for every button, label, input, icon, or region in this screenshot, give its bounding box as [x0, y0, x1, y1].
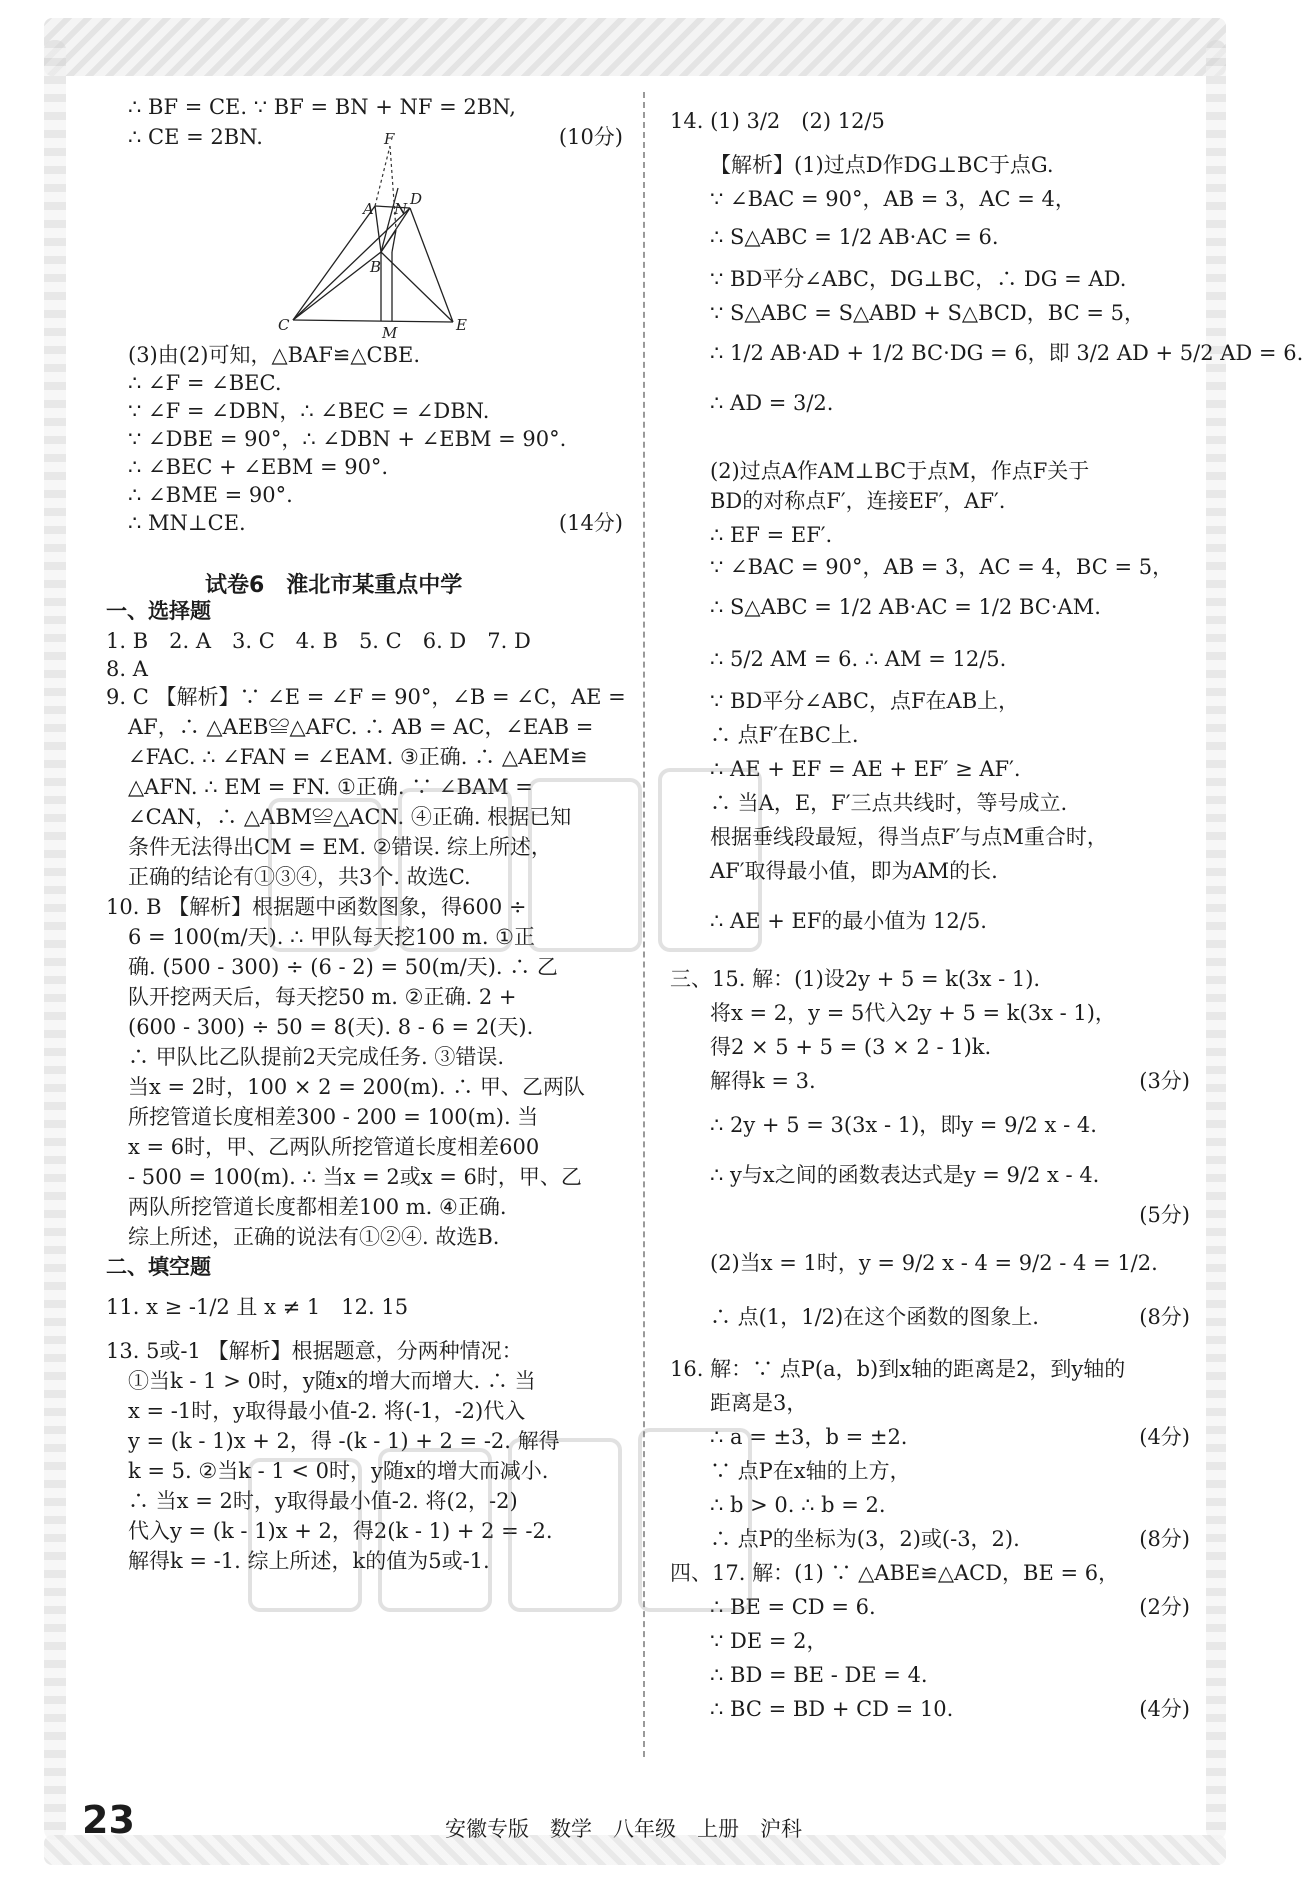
- point-label-A: A: [363, 200, 374, 218]
- q15-line: ∴ y与x之间的函数表达式是y = 9/2 x - 4.: [710, 1163, 1100, 1187]
- q13-line: y = (k - 1)x + 2，得 -(k - 1) + 2 = -2. 解得: [128, 1429, 560, 1453]
- score-label: (8分): [1139, 1305, 1190, 1329]
- q10-line: 队开挖两天后，每天挖50 m. ②正确. 2 +: [128, 985, 517, 1009]
- score-label: (4分): [1139, 1697, 1190, 1721]
- score-label: (10分): [558, 125, 623, 149]
- page-number: 23: [82, 1798, 135, 1842]
- score-label: (3分): [1139, 1069, 1190, 1093]
- q10-line: - 500 = 100(m). ∴ 当x = 2或x = 6时，甲、乙: [128, 1165, 582, 1189]
- q13-line: ∴ 当x = 2时，y取得最小值-2. 将(2，-2): [128, 1489, 518, 1513]
- footer-text: 安徽专版 数学 八年级 上册 沪科: [445, 1817, 802, 1841]
- q14-line: ∴ S△ABC = 1/2 AB·AC = 6.: [710, 225, 999, 249]
- score-label: (2分): [1139, 1595, 1190, 1619]
- q14-line: ∴ 当A，E，F′三点共线时，等号成立.: [710, 791, 1068, 815]
- watermark-graphic: [230, 1420, 770, 1650]
- q14-line: ∴ AE + EF = AE + EF′ ≥ AF′.: [710, 757, 1021, 781]
- text-line: ∴ CE = 2BN.: [128, 125, 263, 149]
- q17-line: ∴ BE = CD = 6.: [710, 1595, 876, 1619]
- q16-line: ∴ b > 0. ∴ b = 2.: [710, 1493, 886, 1517]
- q10-line: (600 - 300) ÷ 50 = 8(天). 8 - 6 = 2(天).: [128, 1015, 534, 1039]
- watermark-graphic: [250, 760, 770, 990]
- q9-line: ∠FAC. ∴ ∠FAN = ∠EAM. ③正确. ∴ △AEM≌: [128, 745, 588, 769]
- q14-line: ∵ ∠BAC = 90°，AB = 3，AC = 4，BC = 5，: [710, 555, 1174, 579]
- q14-line: ∵ BD平分∠ABC，点F在AB上，: [710, 689, 1020, 713]
- text-line: ∴ ∠BME = 90°.: [128, 483, 293, 507]
- q14-answer: 14. (1) 3/2 (2) 12/5: [670, 109, 885, 133]
- q10-line: 10. B 【解析】根据题中函数图象，得600 ÷: [106, 895, 527, 919]
- q14-line: 根据垂线段最短，得当点F′与点M重合时，: [710, 825, 1108, 849]
- q9-line: △AFN. ∴ EM = FN. ①正确. ∵ ∠BAM =: [128, 775, 533, 799]
- q16-line: 16. 解：∵ 点P(a，b)到x轴的距离是2，到y轴的: [670, 1357, 1126, 1381]
- q10-line: 两队所挖管道长度都相差100 m. ④正确.: [128, 1195, 507, 1219]
- q14-line: ∵ BD平分∠ABC，DG⊥BC，∴ DG = AD.: [710, 267, 1127, 291]
- q16-line: 距离是3，: [710, 1391, 808, 1415]
- section-title: 一、选择题: [106, 599, 211, 623]
- q15-line: ∴ 2y + 5 = 3(3x - 1)，即y = 9/2 x - 4.: [710, 1113, 1097, 1137]
- score-label: (8分): [1139, 1527, 1190, 1551]
- q14-line: ∵ ∠BAC = 90°，AB = 3，AC = 4，: [710, 187, 1076, 211]
- score-label: (4分): [1139, 1425, 1190, 1449]
- q13-line: 13. 5或-1 【解析】根据题意，分两种情况：: [106, 1339, 523, 1363]
- q10-line: 6 = 100(m/天). ∴ 甲队每天挖100 m. ①正: [128, 925, 535, 949]
- text-line: ∴ MN⊥CE.: [128, 511, 246, 535]
- q13-line: ①当k - 1 > 0时，y随x的增大而增大. ∴ 当: [128, 1369, 536, 1393]
- fill-answers: 11. x ≥ -1/2 且 x ≠ 1 12. 15: [106, 1295, 409, 1319]
- q16-line: ∵ 点P在x轴的上方，: [710, 1459, 911, 1483]
- q15-line: 解得k = 3.: [710, 1069, 816, 1093]
- q16-line: ∴ 点P的坐标为(3，2)或(-3，2).: [710, 1527, 1020, 1551]
- q14-line: ∴ 点F′在BC上.: [710, 723, 859, 747]
- choice-answers: 8. A: [106, 657, 148, 681]
- q14-line: (2)过点A作AM⊥BC于点M，作点F关于: [710, 459, 1090, 483]
- q9-line: AF，∴ △AEB≌△AFC. ∴ AB = AC，∠EAB =: [128, 715, 594, 739]
- q10-line: ∴ 甲队比乙队提前2天完成任务. ③错误.: [128, 1045, 505, 1069]
- q14-line: ∴ AE + EF的最小值为 12/5.: [710, 909, 987, 933]
- text-line: ∵ ∠DBE = 90°，∴ ∠DBN + ∠EBM = 90°.: [128, 427, 567, 451]
- text-line: (3)由(2)可知，△BAF≌△CBE.: [128, 343, 421, 367]
- q10-line: 确. (500 - 300) ÷ (6 - 2) = 50(m/天). ∴ 乙: [128, 955, 558, 979]
- q14-line: ∵ S△ABC = S△ABD + S△BCD，BC = 5，: [710, 301, 1145, 325]
- page-border-right: [1206, 40, 1226, 1840]
- q14-line: BD的对称点F′，连接EF′，AF′.: [710, 489, 1006, 513]
- q17-line: 四、17. 解：(1) ∵ △ABE≌△ACD，BE = 6，: [670, 1561, 1120, 1585]
- score-label: (5分): [1139, 1203, 1190, 1227]
- choice-answers: 1. B 2. A 3. C 4. B 5. C 6. D 7. D: [106, 629, 531, 653]
- text-line: ∵ ∠F = ∠DBN，∴ ∠BEC = ∠DBN.: [128, 399, 490, 423]
- q14-line: ∴ 1/2 AB·AD + 1/2 BC·DG = 6，即 3/2 AD + 5/2 AD = 6.: [710, 341, 1303, 365]
- q13-line: x = -1时，y取得最小值-2. 将(-1，-2)代入: [128, 1399, 526, 1423]
- q13-line: 解得k = -1. 综上所述，k的值为5或-1.: [128, 1549, 490, 1573]
- q16-line: ∴ a = ±3，b = ±2.: [710, 1425, 908, 1449]
- score-label: (14分): [558, 511, 623, 535]
- section-title: 二、填空题: [106, 1255, 211, 1279]
- geometry-figure: [258, 130, 508, 342]
- page-border-left: [44, 40, 66, 1840]
- q15-line: 将x = 2，y = 5代入2y + 5 = k(3x - 1)，: [710, 1001, 1116, 1025]
- q10-line: 综上所述，正确的说法有①②④. 故选B.: [128, 1225, 500, 1249]
- q10-line: 所挖管道长度相差300 - 200 = 100(m). 当: [128, 1105, 539, 1129]
- q15-line: 得2 × 5 + 5 = (3 × 2 - 1)k.: [710, 1035, 992, 1059]
- q13-line: 代入y = (k - 1)x + 2，得2(k - 1) + 2 = -2.: [128, 1519, 553, 1543]
- point-label-N: N: [394, 200, 408, 218]
- q14-line: ∴ AD = 3/2.: [710, 391, 834, 415]
- q14-line: ∴ S△ABC = 1/2 AB·AC = 1/2 BC·AM.: [710, 595, 1101, 619]
- q15-line: ∴ 点(1，1/2)在这个函数的图象上.: [710, 1305, 1039, 1329]
- q9-line: 条件无法得出CM = EM. ②错误. 综上所述，: [128, 835, 552, 859]
- point-label-B: B: [370, 258, 382, 276]
- point-label-C: C: [278, 316, 290, 334]
- q9-line: ∠CAN，∴ △ABM≌△ACN. ④正确. 根据已知: [128, 805, 572, 829]
- point-label-D: D: [410, 190, 423, 208]
- point-label-F: F: [384, 130, 395, 148]
- text-line: ∴ ∠F = ∠BEC.: [128, 371, 282, 395]
- q15-line: (2)当x = 1时，y = 9/2 x - 4 = 9/2 - 4 = 1/2.: [710, 1251, 1158, 1275]
- text-line: ∴ BF = CE. ∵ BF = BN + NF = 2BN,: [128, 95, 516, 119]
- q17-line: ∵ DE = 2，: [710, 1629, 828, 1653]
- q13-line: k = 5. ②当k - 1 < 0时，y随x的增大而减小.: [128, 1459, 549, 1483]
- q9-line: 9. C 【解析】∵ ∠E = ∠F = 90°，∠B = ∠C，AE =: [106, 685, 626, 709]
- page-border-top: [44, 18, 1226, 76]
- q14-line: ∴ EF = EF′.: [710, 523, 833, 547]
- q9-line: 正确的结论有①③④，共3个. 故选C.: [128, 865, 471, 889]
- q15-line: 三、15. 解：(1)设2y + 5 = k(3x - 1).: [670, 967, 1041, 991]
- q10-line: 当x = 2时，100 × 2 = 200(m). ∴ 甲、乙两队: [128, 1075, 585, 1099]
- exam-heading: 试卷6 淮北市某重点中学: [205, 573, 463, 598]
- q17-line: ∴ BC = BD + CD = 10.: [710, 1697, 954, 1721]
- q17-line: ∴ BD = BE - DE = 4.: [710, 1663, 928, 1687]
- q14-line: 【解析】(1)过点D作DG⊥BC于点G.: [710, 153, 1054, 177]
- point-label-E: E: [456, 316, 467, 334]
- q10-line: x = 6时，甲、乙两队所挖管道长度相差600: [128, 1135, 540, 1159]
- text-line: ∴ ∠BEC + ∠EBM = 90°.: [128, 455, 389, 479]
- q14-line: AF′取得最小值，即为AM的长.: [710, 859, 998, 883]
- point-label-M: M: [382, 324, 398, 342]
- q14-line: ∴ 5/2 AM = 6. ∴ AM = 12/5.: [710, 647, 1007, 671]
